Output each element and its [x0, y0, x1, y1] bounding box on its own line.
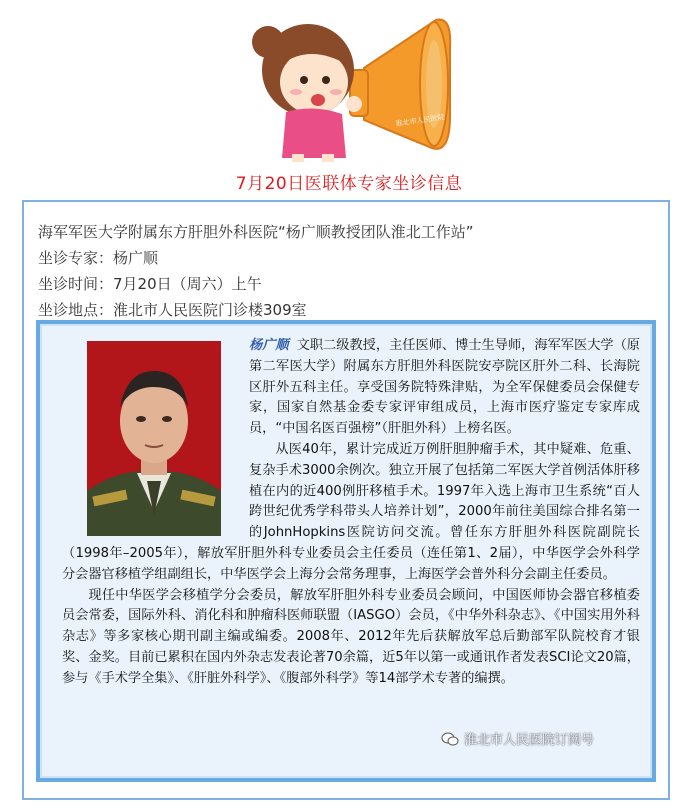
- megaphone-text: 淮北市人民医院: [395, 113, 445, 128]
- hero-illustration: [246, 8, 456, 164]
- bio-paragraph-1: 杨广顺 文职二级教授，主任医师、博士生导师，海军军医大学（原第二军医大学）附属东方肝胆外科医院安亭院区肝外二科、长海院区肝外五科主任。享受国务院特殊津贴，为全军保健委员会保健专家，国家自然基金委专家评审组成员，上海市医疗鉴定专家库成员，“中国名医百强榜”（肝胆外科）上榜名医。: [249, 338, 640, 437]
- doctor-profile-card: [36, 320, 656, 782]
- doctor-name: 杨广顺: [249, 338, 289, 353]
- bio-paragraph-2: 从医40年，累计完成近万例肝胆肿瘤手术，其中疑难、危重、复杂手术3000余例次。独立开展了包括第二军医大学首例活体肝移植在内的近400例肝移植手术。1997年入选上海市卫生系统“百人跨世纪优秀学科带头人培养计划”，2000年前往美国综合排名第一的JohnHopkins医院访问交流。曾任东方肝胆外科医院副院长（1998年–2005年），解放军肝胆外科专业委员会主任委员（连任第1、2届），中华医学会外科学分会器官移植学组副组长，中华医学会上海分会常务理事，上海医学会普外科分会副主任委员。: [62, 441, 640, 582]
- wechat-icon: [441, 732, 459, 746]
- watermark-text: 淮北市人民医院订阅号: [463, 733, 594, 748]
- watermark: [441, 729, 594, 748]
- girl-megaphone-icon: [246, 8, 456, 164]
- bio-paragraph-3: 现任中华医学会移植学分会委员，解放军肝胆外科专业委员会顾问，中国医师协会器官移植委员会常委，国际外科、消化科和肿瘤科医师联盟（IASGO）会员，《中华外科杂志》、《中国实用外科杂志》等多家核心期刊副主编或编委。2008年、2012年先后获解放军总后勤部军队院校育才银奖、金奖。目前已累积在国内外杂志发表论著70余篇，近5年以第一或通讯作者发表SCI论文20篇，参与《手术学全集》、《肝脏外科学》、《腹部外科学》等14部学术专著的编撰。: [62, 587, 640, 686]
- location-line: 坐诊地点：淮北市人民医院门诊楼309室: [38, 301, 307, 319]
- workstation-line: 海军军医大学附属东方肝胆外科医院“杨广顺教授团队淮北工作站”: [38, 223, 474, 241]
- doctor-bio: [62, 336, 640, 690]
- time-line: 坐诊时间：7月20日（周六）上午: [38, 275, 262, 293]
- page-title: 7月20日医联体专家坐诊信息: [235, 174, 463, 194]
- expert-line: 坐诊专家：杨广顺: [38, 249, 159, 267]
